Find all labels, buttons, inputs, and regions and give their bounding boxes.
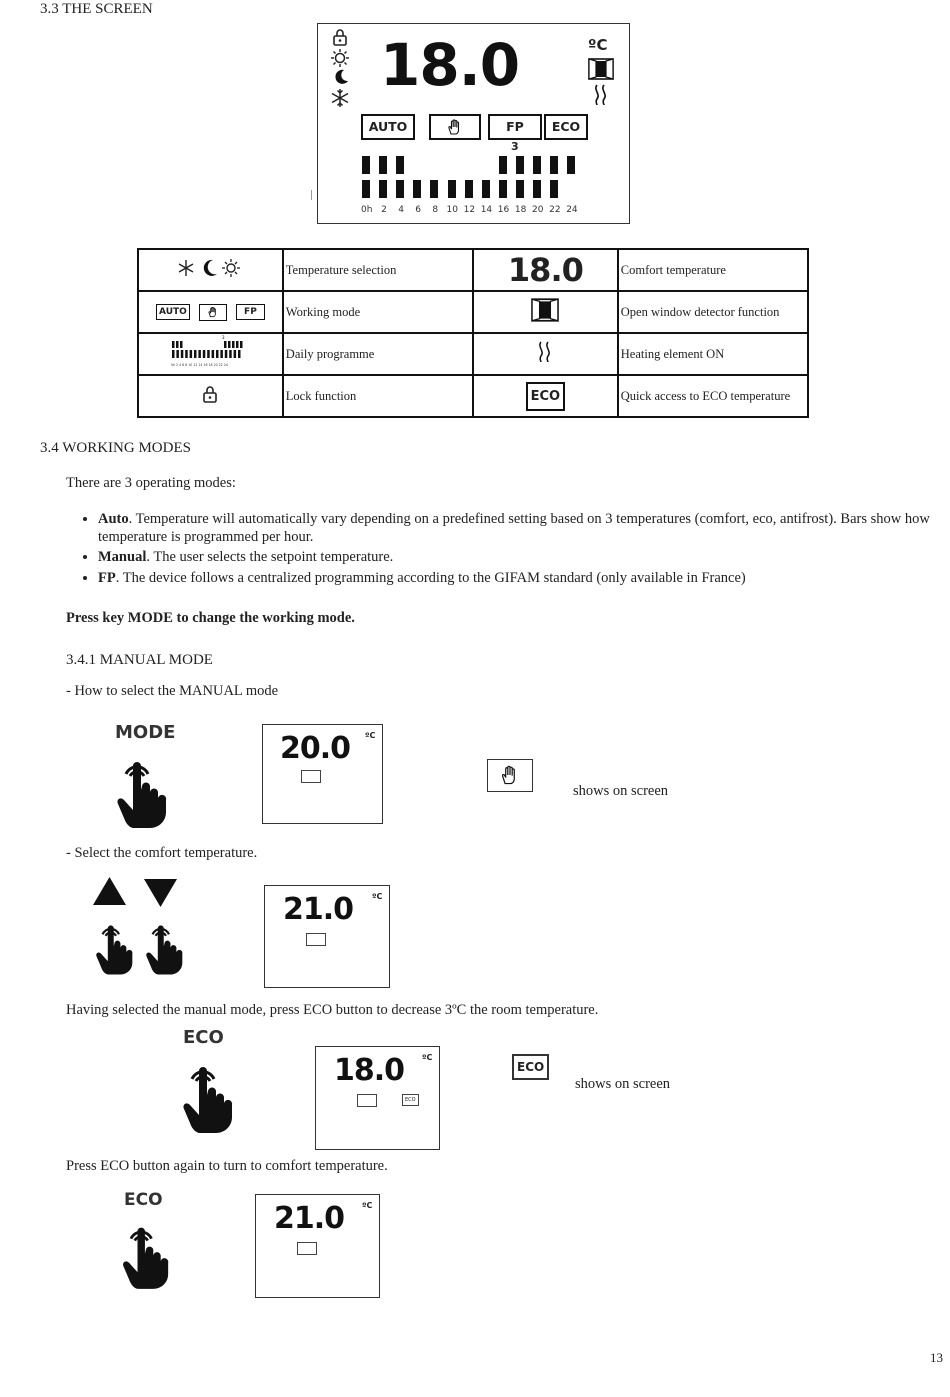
hour-label: 4 <box>398 205 404 215</box>
section-title-working-modes: 3.4 WORKING MODES <box>40 440 191 456</box>
finger-press-icon <box>92 918 134 976</box>
mini-program-bar <box>225 350 228 358</box>
legend-label: Working mode <box>283 291 473 333</box>
eco-mini-icon: ECO <box>402 1094 419 1106</box>
legend-label: Temperature selection <box>283 249 473 291</box>
daily-program-bars-icon <box>170 335 250 369</box>
mini-program-bar <box>234 350 237 358</box>
program-bar <box>533 180 541 198</box>
mini-program-bar <box>203 350 206 358</box>
program-bar <box>550 180 558 198</box>
step-eco-decrease: Having selected the manual mode, press ECO button to decrease 3ºC the room temperature. <box>66 1002 599 1018</box>
lock-icon <box>332 28 348 46</box>
shows-on-screen-text: shows on screen <box>573 783 669 799</box>
step-select-manual: - How to select the MANUAL mode <box>66 683 279 699</box>
program-bar <box>362 180 370 198</box>
mode-term: Auto <box>98 511 129 527</box>
hour-label: 16 <box>497 205 510 215</box>
snowflake-moon-sun-icons <box>175 257 245 279</box>
program-bar <box>567 156 575 174</box>
program-bar <box>499 156 507 174</box>
list-item <box>98 510 950 546</box>
page-number: 13 <box>930 1350 943 1365</box>
screen-preview <box>264 885 390 988</box>
mini-program-bar <box>172 350 175 358</box>
mini-program-bar <box>194 350 197 358</box>
legend-row <box>138 249 808 291</box>
mini-program-bar <box>181 350 184 358</box>
mode-desc: . Temperature will automatically vary depending on a predefined setting based on 3 temperatures (comfort, eco, antifrost). Bars show how temperature is programmed per hour. <box>98 511 930 545</box>
auto-mode-indicator: AUTO <box>361 114 415 140</box>
hour-label: 24 <box>566 205 578 215</box>
legend-icon-cell <box>138 291 283 333</box>
mini-program-bar <box>177 350 180 358</box>
hand-icon <box>446 118 464 136</box>
section-title-manual-mode: 3.4.1 MANUAL MODE <box>66 652 213 668</box>
mini-program-bar <box>212 350 215 358</box>
program-bar <box>396 156 404 174</box>
hour-label: 22 <box>549 205 561 215</box>
fp-mini: FP <box>236 304 265 320</box>
list-item <box>98 569 950 587</box>
hour-label: 2 <box>381 205 387 215</box>
section-title-screen: 3.3 THE SCREEN <box>40 1 153 17</box>
open-window-icon <box>531 298 559 322</box>
hour-label: 20 <box>532 205 544 215</box>
moon-icon <box>332 68 350 86</box>
auto-mini: AUTO <box>156 304 190 320</box>
eco-key-label: ECO <box>124 1190 163 1210</box>
screen-temperature: 21.0 <box>274 1201 345 1236</box>
program-bar <box>533 156 541 174</box>
screen-temperature: 20.0 <box>280 731 351 766</box>
screen-preview <box>315 1046 440 1150</box>
legend-icon-cell <box>473 291 618 333</box>
mini-program-bar <box>221 350 224 358</box>
legend-row <box>138 291 808 333</box>
fp-indicator: 3 <box>511 140 519 153</box>
screen-preview <box>255 1194 380 1298</box>
legend-label: Lock function <box>283 375 473 417</box>
mini-program-bar <box>190 350 193 358</box>
screen-legend-table <box>137 248 809 418</box>
legend-icon-cell <box>473 333 618 375</box>
manual-mode-icon-box <box>487 759 533 792</box>
legend-icon-cell <box>138 375 283 417</box>
legend-icon-cell <box>138 249 283 291</box>
shows-on-screen-text: shows on screen <box>575 1076 671 1092</box>
modes-list <box>80 510 950 587</box>
step-eco-return: Press ECO button again to turn to comfort temperature. <box>66 1158 388 1174</box>
mode-term: Manual <box>98 549 147 565</box>
step-select-comfort: - Select the comfort temperature. <box>66 845 258 861</box>
legend-row <box>138 333 808 375</box>
sun-icon <box>330 48 350 68</box>
mini-program-bar <box>238 350 241 358</box>
legend-label: Comfort temperature <box>618 249 808 291</box>
mini-program-bar <box>208 350 211 358</box>
manual-mode-indicator <box>429 114 481 140</box>
legend-icon-cell <box>473 375 618 417</box>
eco-key-label: ECO <box>183 1027 224 1048</box>
program-bar <box>379 156 387 174</box>
program-bar <box>379 180 387 198</box>
legend-label: Daily programme <box>283 333 473 375</box>
hand-mini-icon <box>199 304 227 321</box>
legend-icon-cell <box>473 249 618 291</box>
program-bar <box>516 180 524 198</box>
hour-label: 8 <box>432 205 439 215</box>
eco-icon: ECO <box>526 382 565 411</box>
hour-label: 12 <box>463 205 476 215</box>
program-bar <box>396 180 404 198</box>
fp-mode-indicator: FP <box>488 114 542 140</box>
legend-icon-cell <box>138 333 283 375</box>
screen-preview <box>262 724 383 824</box>
finger-press-icon <box>118 1217 170 1292</box>
list-item <box>98 548 950 566</box>
hand-mini-icon <box>297 1242 317 1255</box>
program-bar <box>516 156 524 174</box>
modes-intro: There are 3 operating modes: <box>66 475 236 491</box>
down-arrow-icon <box>144 879 177 907</box>
hour-label: 6 <box>415 205 422 215</box>
lock-icon <box>202 384 218 404</box>
mini-program-bar <box>230 350 233 358</box>
program-bar <box>550 156 558 174</box>
eco-mode-indicator: ECO <box>544 114 588 140</box>
hour-label: 14 <box>480 205 493 215</box>
up-arrow-icon <box>93 877 126 905</box>
mode-desc: . The user selects the setpoint temperature. <box>146 549 394 565</box>
svg-text:3: 3 <box>222 335 225 340</box>
unit-label: ºC <box>588 36 608 54</box>
mode-term: FP <box>98 570 116 586</box>
snowflake-icon <box>330 88 350 108</box>
program-bar <box>413 180 421 198</box>
hour-label: 0h <box>361 205 373 215</box>
legend-row <box>138 375 808 417</box>
svg-text:0h 2 4 6 8 10 12 14 16: 0h 2 4 6 8 10 12 14 16 18 20 22 24 <box>171 363 229 367</box>
hand-mini-icon <box>306 933 326 946</box>
divider-mark <box>311 190 312 200</box>
screen-temperature: 21.0 <box>283 892 354 927</box>
unit-label: ºC <box>365 731 376 740</box>
heating-waves-icon <box>536 340 554 364</box>
main-temperature: 18.0 <box>380 31 520 99</box>
legend-label: Open window detector function <box>618 291 808 333</box>
program-bar <box>362 156 370 174</box>
screen-temperature: 18.0 <box>334 1053 405 1088</box>
heating-waves-icon <box>592 84 610 106</box>
mini-program-bar <box>216 350 219 358</box>
hour-label: 18 <box>514 205 527 215</box>
finger-press-icon <box>112 752 168 830</box>
display-diagram <box>317 23 630 224</box>
unit-label: ºC <box>422 1053 433 1062</box>
hand-icon <box>499 763 521 787</box>
comfort-temp-sample: 18.0 <box>507 251 583 289</box>
hour-label: 10 <box>446 205 458 215</box>
eco-icon-box: ECO <box>512 1054 549 1080</box>
program-bar <box>430 180 438 198</box>
legend-label: Quick access to ECO temperature <box>618 375 808 417</box>
open-window-icon <box>588 58 614 80</box>
unit-label: ºC <box>372 892 383 901</box>
unit-label: ºC <box>362 1201 373 1210</box>
program-bar <box>465 180 473 198</box>
program-bar <box>448 180 456 198</box>
mode-desc: . The device follows a centralized programming according to the GIFAM standard (only available in France) <box>115 570 746 586</box>
finger-press-icon <box>178 1056 234 1136</box>
mini-program-bar <box>186 350 189 358</box>
mode-key-label: MODE <box>115 722 176 743</box>
hand-mini-icon <box>301 770 321 783</box>
program-bar <box>499 180 507 198</box>
legend-label: Heating element ON <box>618 333 808 375</box>
mini-program-bar <box>199 350 202 358</box>
program-bar <box>482 180 490 198</box>
finger-press-icon <box>142 918 184 976</box>
mode-key-note: Press key MODE to change the working mode. <box>66 610 355 626</box>
hand-mini-icon <box>357 1094 377 1107</box>
